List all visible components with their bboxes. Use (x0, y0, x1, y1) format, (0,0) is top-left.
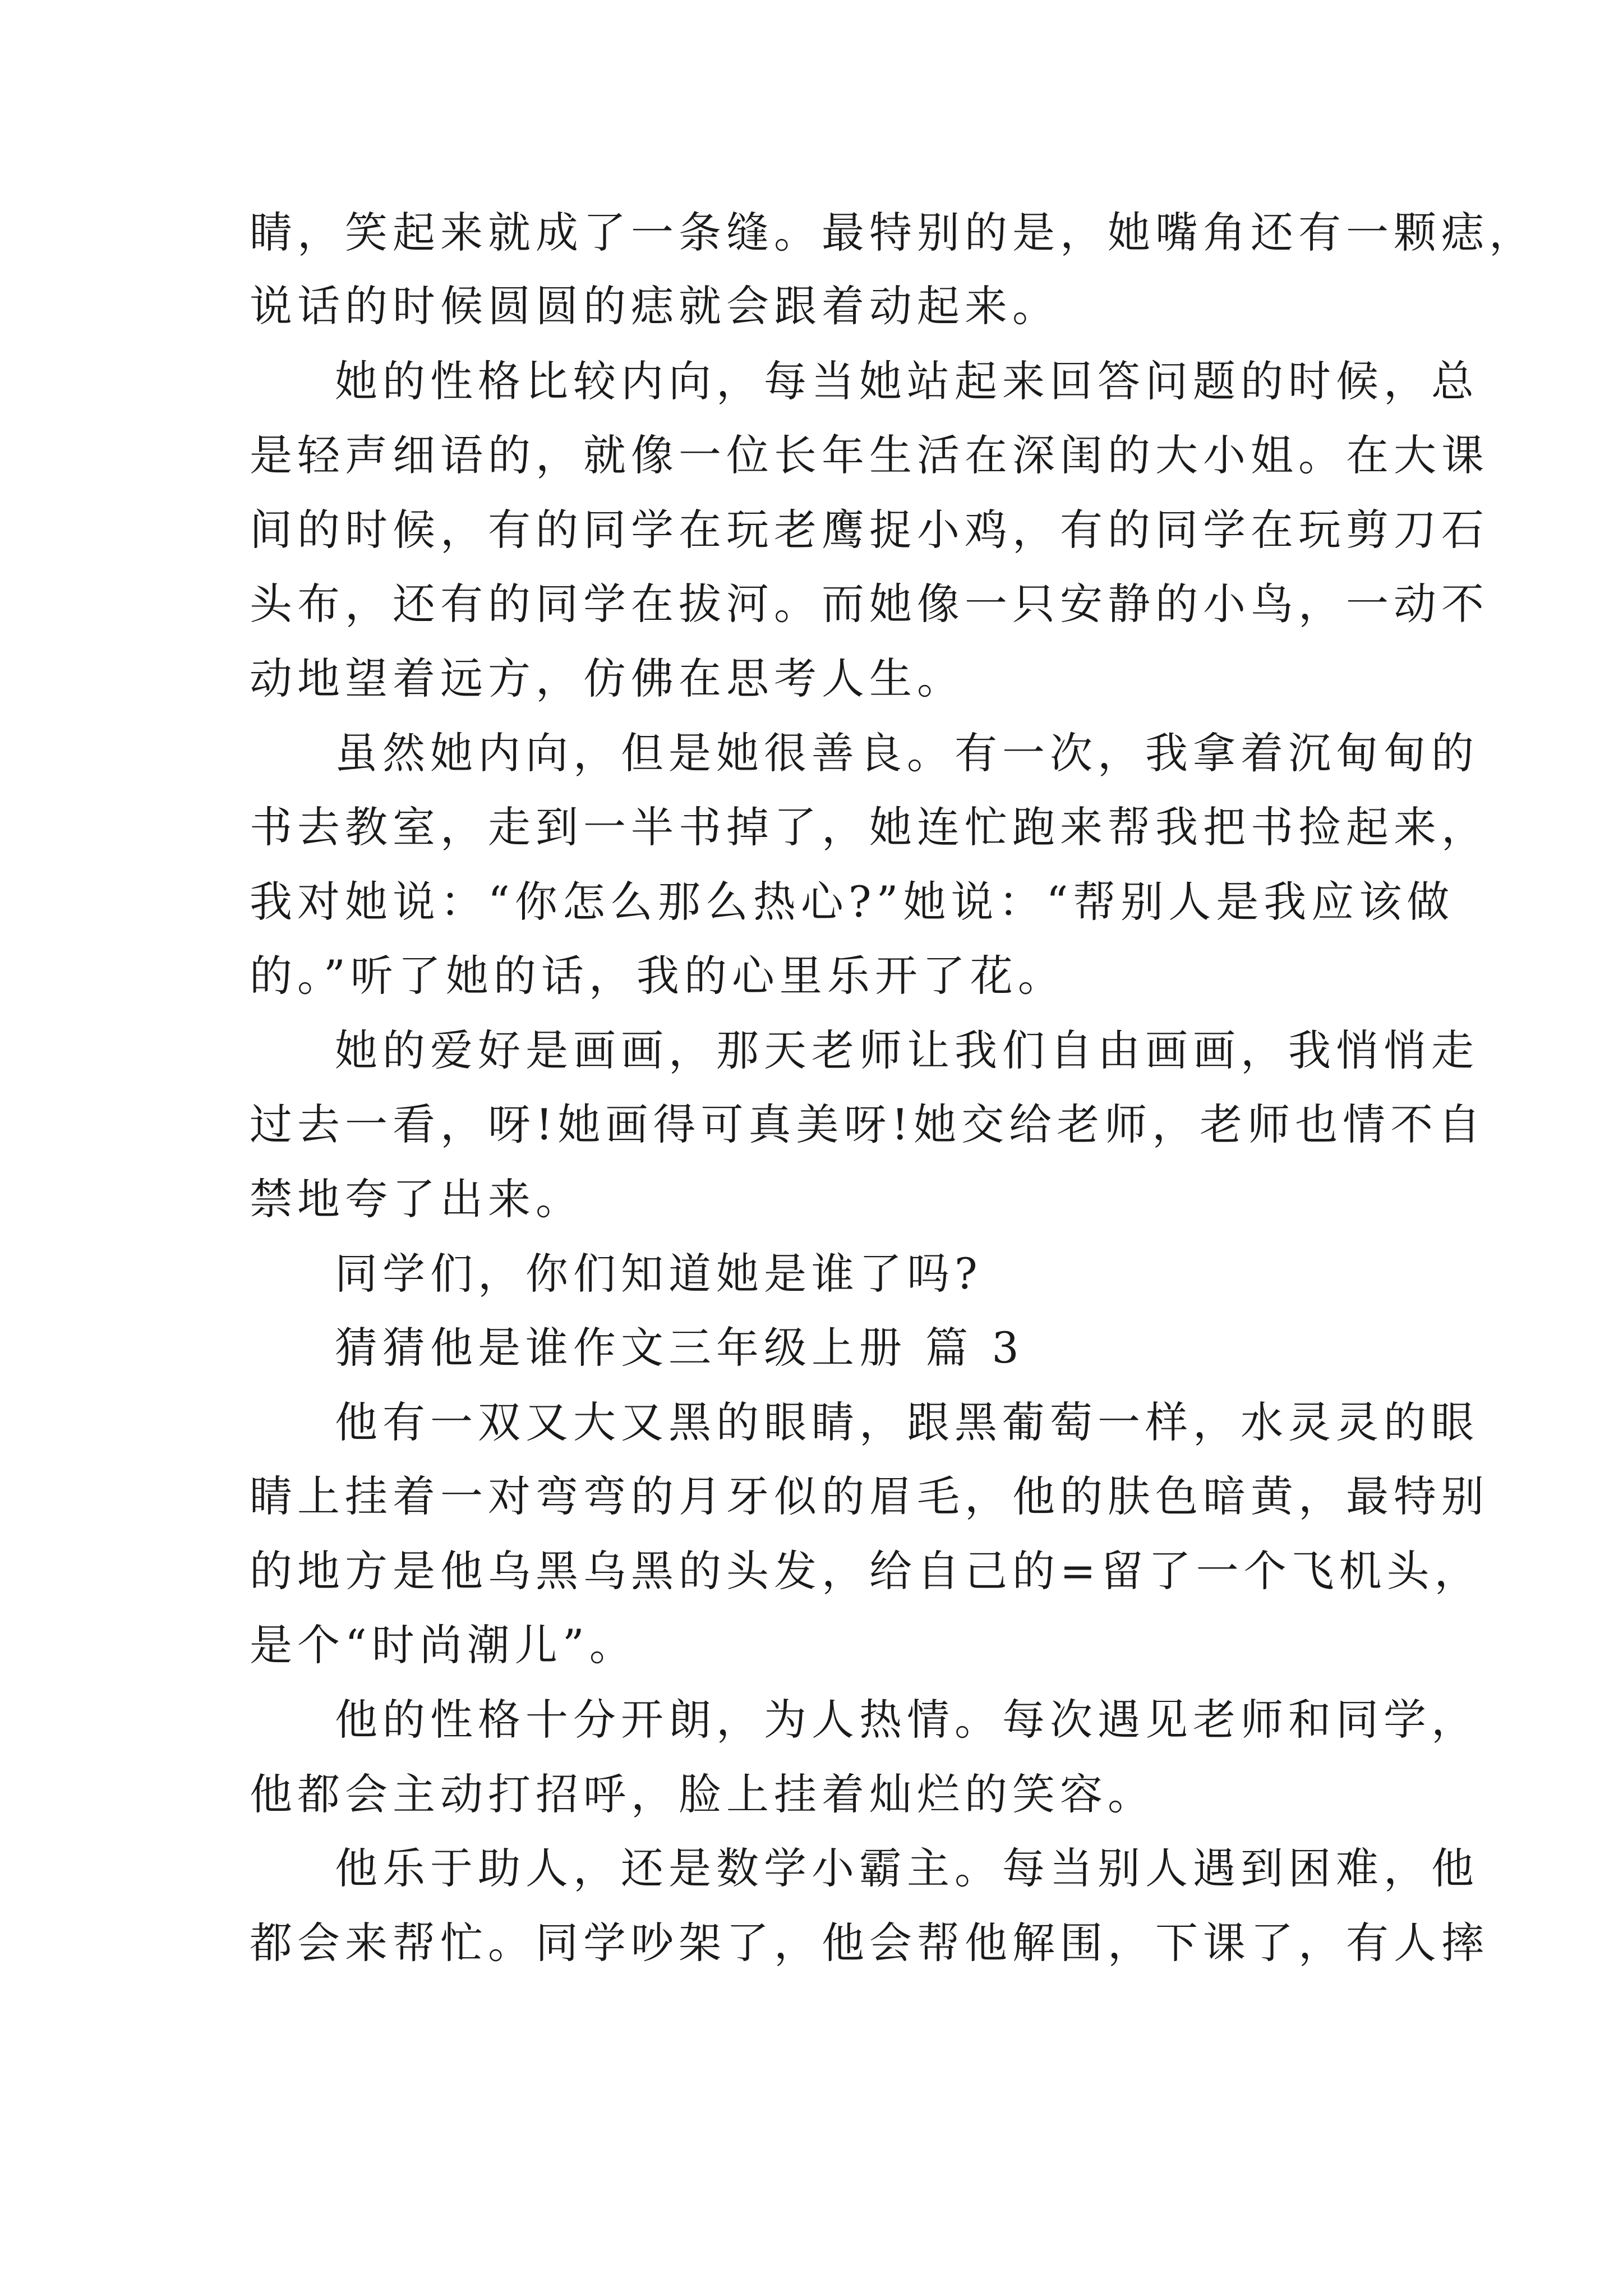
text-line: 他都会主动打招呼，脸上挂着灿烂的笑容。 (250, 1769, 1155, 1819)
text-line: 是轻声细语的，就像一位长年生活在深闺的大小姐。在大课 (250, 430, 1489, 480)
text-line: 禁地夸了出来。 (250, 1174, 583, 1224)
text-line: 的。”听了她的话，我的心里乐开了花。 (250, 951, 1066, 1001)
text-line: 过去一看，呀!她画得可真美呀!她交给老师，老师也情不自 (250, 1099, 1486, 1149)
paragraph-first-line: 她的爱好是画画，那天老师让我们自由画画，我悄悄走 (335, 1025, 1479, 1075)
paragraph-first-line: 他有一双又大又黑的眼睛，跟黑葡萄一样，水灵灵的眼 (335, 1397, 1479, 1447)
paragraph-first-line: 他乐于助人，还是数学小霸主。每当别人遇到困难，他 (335, 1843, 1479, 1893)
paragraph-first-line: 他的性格十分开朗，为人热情。每次遇见老师和同学， (335, 1695, 1479, 1745)
text-line: 间的时候，有的同学在玩老鹰捉小鸡，有的同学在玩剪刀石 (250, 505, 1489, 555)
text-line: 书去教室，走到一半书掉了，她连忙跑来帮我把书捡起来， (250, 802, 1489, 852)
paragraph-first-line: 虽然她内向，但是她很善良。有一次，我拿着沉甸甸的 (335, 728, 1479, 778)
paragraph-first-line: 同学们，你们知道她是谁了吗? (335, 1249, 983, 1299)
text-line: 都会来帮忙。同学吵架了，他会帮他解围，下课了，有人摔 (250, 1918, 1489, 1968)
paragraph-first-line: 她的性格比较内向，每当她站起来回答问题的时候，总 (335, 356, 1479, 406)
text-line: 睛上挂着一对弯弯的月牙似的眉毛，他的肤色暗黄，最特别 (250, 1471, 1489, 1521)
text-line: 我对她说：“你怎么那么热心?”她说：“帮别人是我应该做 (250, 877, 1455, 927)
text-line: 动地望着远方，仿佛在思考人生。 (250, 654, 965, 703)
section-heading: 猜猜他是谁作文三年级上册 篇 3 (335, 1323, 1024, 1373)
text-line: 说话的时候圆圆的痣就会跟着动起来。 (250, 281, 1060, 331)
text-line: 的地方是他乌黑乌黑的头发，给自己的=留了一个飞机头， (250, 1546, 1482, 1596)
text-line: 睛，笑起来就成了一条缝。最特别的是，她嘴角还有一颗痣， (250, 208, 1537, 257)
text-line: 是个“时尚潮儿”。 (250, 1620, 637, 1670)
text-line: 头布，还有的同学在拔河。而她像一只安静的小鸟，一动不 (250, 579, 1489, 629)
